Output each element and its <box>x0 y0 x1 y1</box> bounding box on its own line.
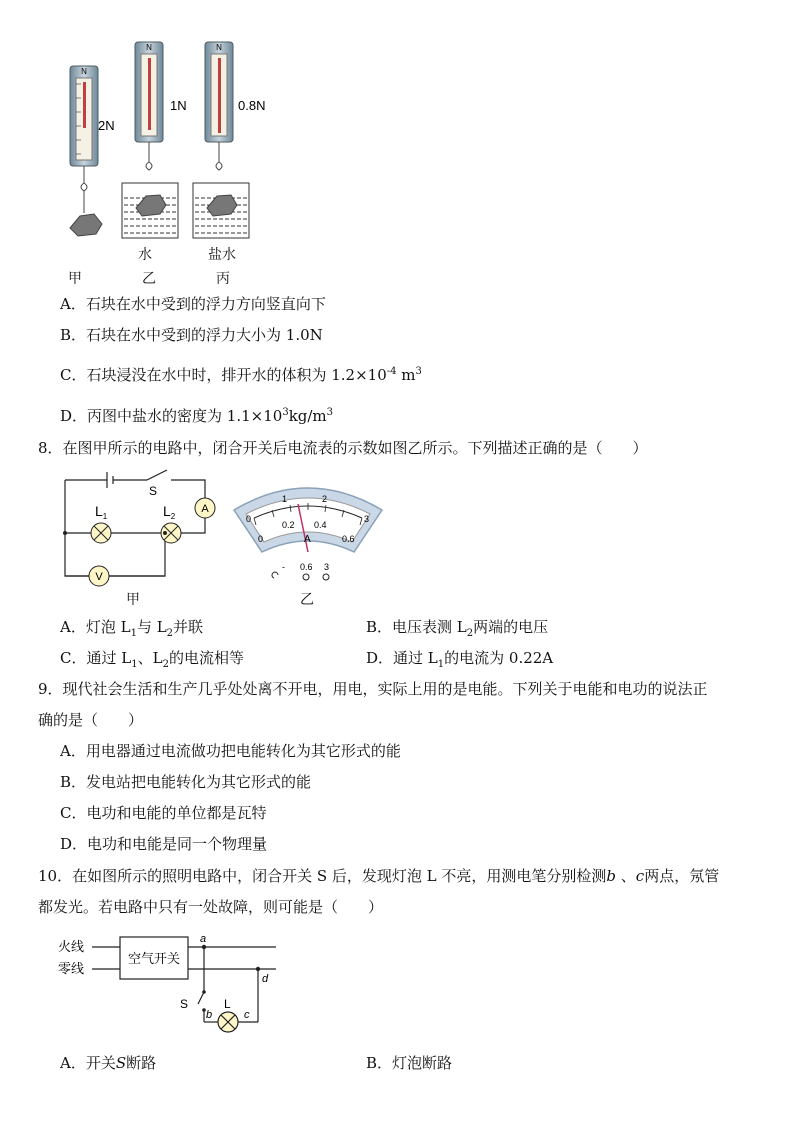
point-a: a <box>200 933 207 945</box>
spring-scale-figure <box>50 38 310 248</box>
liquid-label-water: 水 <box>138 247 152 263</box>
q7-option-b: B．石块在水中受到的浮力大小为 1.0N <box>60 326 323 344</box>
q8-option-c: C．通过 $L_1$、$L_2$的电流相等 <box>60 649 244 670</box>
caption-jia: 甲 <box>68 271 82 287</box>
q8-option-b: B．电压表测 $L_2$两端的电压 <box>366 618 549 639</box>
caption-yi: 乙 <box>142 271 156 287</box>
q7-option-c: C．石块浸没在水中时，排开水的体积为 $1.2\times 10^{-4}$ $m^3$ <box>60 366 422 384</box>
q8-circuit-diagram <box>55 468 225 588</box>
terminal-3: 3 <box>324 562 330 572</box>
meter-unit: A <box>304 534 311 545</box>
terminal-0-6: 0.6 <box>300 562 313 572</box>
q8-stem: 8．在图甲所示的电路中，闭合开关后电流表的示数如图乙所示。下列描述正确的是（ ） <box>38 439 648 457</box>
reading-yi: 1N <box>170 98 187 113</box>
q9-option-b: B．发电站把电能转化为其它形式的能 <box>60 773 312 791</box>
q9-stem-line1: 9．现代社会生活和生产几乎处处离不开电，用电，实际上用的是电能。下列关于电能和电功的说法正 <box>38 680 708 698</box>
point-d: d <box>262 973 269 985</box>
lamp-l-label: L <box>224 997 231 1011</box>
q9-option-a: A．用电器通过电流做功把电能转化为其它形式的能 <box>60 742 401 760</box>
q7-option-a: A．石块在水中受到的浮力方向竖直向下 <box>60 295 326 313</box>
q10-stem-line1: 10．在如图所示的照明电路中，闭合开关 S 后，发现灯泡 L 不亮，用测电笔分别检测b 、c两点，氖管 <box>38 867 720 885</box>
liquid-label-saltwater: 盐水 <box>208 247 236 263</box>
q8-option-a: A．灯泡 $L_1$与 $L_2$并联 <box>60 618 204 639</box>
q9-option-c: C．电功和电能的单位都是瓦特 <box>60 804 267 822</box>
terminal-neg: - <box>282 562 285 572</box>
live-wire-label: 火线 <box>58 939 85 954</box>
q9-stem-line2: 确的是（ ） <box>38 711 144 729</box>
upper-scale-1: 1 <box>282 494 288 504</box>
reading-jia: 2N <box>98 118 115 133</box>
reading-bing: 0.8N <box>238 98 266 113</box>
q8-option-d: D．通过 $L_1$的电流为 0.22A <box>366 649 554 670</box>
ammeter-symbol: A <box>201 503 209 515</box>
upper-scale-3: 3 <box>364 514 370 524</box>
caption-bing: 丙 <box>216 271 230 287</box>
upper-scale-0: 0 <box>246 514 252 524</box>
upper-scale-2: 2 <box>322 494 328 504</box>
q10-stem-line2: 都发光。若电路中只有一处故障，则可能是（ ） <box>38 898 384 916</box>
voltmeter-symbol: V <box>95 571 103 583</box>
bulb1-label: $L_1$ <box>95 503 108 521</box>
caption-jia-circuit: 甲 <box>126 592 140 608</box>
lower-scale-3: 0.6 <box>342 534 355 544</box>
breaker-label: 空气开关 <box>127 951 181 966</box>
lower-scale-1: 0.2 <box>282 520 295 530</box>
neutral-wire-label: 零线 <box>58 961 85 976</box>
bulb2-label: $L_2$ <box>163 503 176 521</box>
lower-scale-0: 0 <box>258 534 264 544</box>
q9-option-d: D．电功和电能是同一个物理量 <box>60 835 268 853</box>
caption-yi-meter: 乙 <box>300 592 314 608</box>
point-c: c <box>244 1009 250 1021</box>
switch-s-label: S <box>180 997 189 1011</box>
q10-lighting-circuit <box>58 932 288 1037</box>
spring-scale-yi <box>122 42 178 238</box>
lower-scale-2: 0.4 <box>314 520 327 530</box>
spring-scale-jia <box>70 66 102 236</box>
switch-label: S <box>149 484 158 498</box>
ammeter-dial-figure <box>228 482 388 587</box>
spring-scale-bing <box>193 42 249 238</box>
q7-option-d: D．丙图中盐水的密度为 $1.1\times 10^3kg/m^3$ <box>60 407 334 425</box>
scale-unit-3: N <box>216 43 222 52</box>
bulb-l1 <box>91 523 111 543</box>
point-b: b <box>206 1009 213 1021</box>
q10-option-b: B．灯泡断路 <box>366 1054 453 1072</box>
q10-option-a: A．开关S断路 <box>60 1054 157 1072</box>
scale-unit-1: N <box>81 67 87 76</box>
scale-unit-2: N <box>146 43 152 52</box>
